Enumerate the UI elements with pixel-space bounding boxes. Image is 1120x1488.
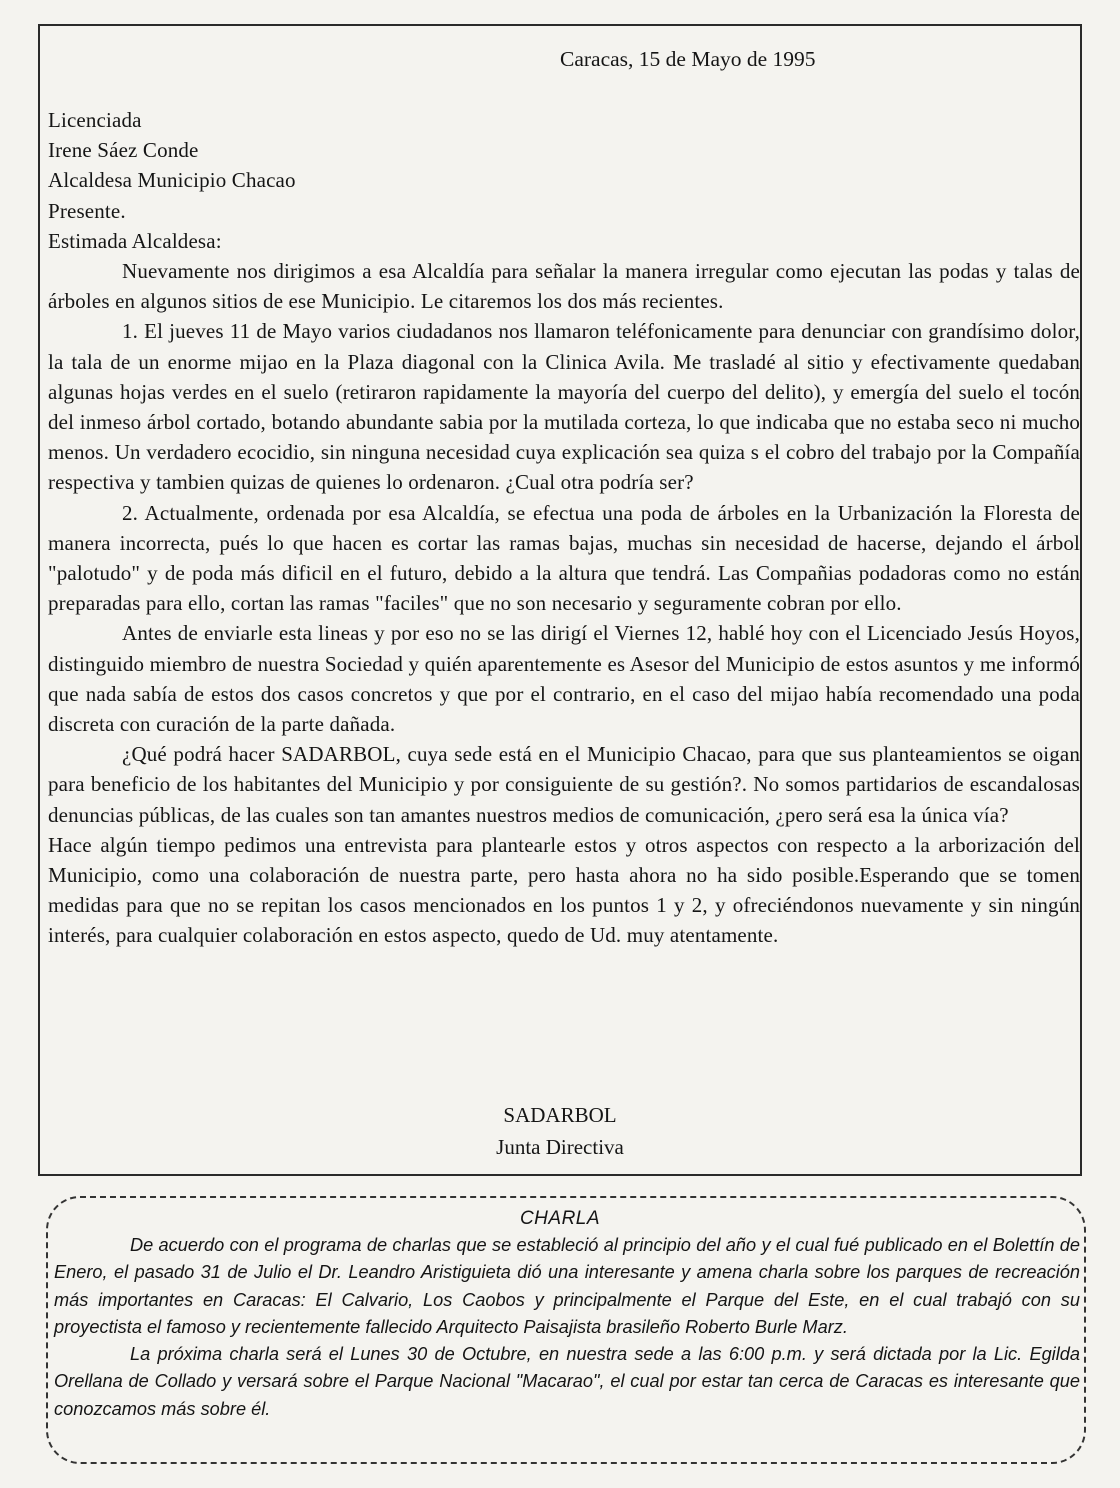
letter-paragraph-case-1: 1. El jueves 11 de Mayo varios ciudadanos nos llamaron teléfonicamente para denunciar con grandísimo dolor, la tala de un enorme mijao en la Plaza diagonal con la Clinica Avila. Me trasladé al sitio y efectivamente quedaban algunas hojas verdes en el suelo (retiraron rapidamente la mayoría del cuerpo del delito), y emergía del suelo el tocón del inmeso árbol cortado, botando abundante sabia por la mutilada corteza, lo que indicaba que no estaba seco ni mucho menos. Un verdadero ecocidio, sin ninguna necesidad cuya explicación sea quiza s el cobro del trabajo por la Compañía respectiva y tambien quizas de quienes lo ordenaron. ¿Cual otra podría ser? (48, 319, 1080, 495)
recipient-presente: Presente. (48, 198, 126, 223)
recipient-title: Licenciada (48, 108, 142, 132)
letter-date: Caracas, 15 de Mayo de 1995 (560, 47, 816, 71)
charla-body (54, 1232, 1080, 1423)
letter-paragraph-closing: Hace algún tiempo pedimos una entrevista para plantearle estos y otros aspectos con respecto a la arborización del Municipio, como una colaboración de nuestra parte, pero hasta ahora no ha sido posible.Esperando que se tomen medidas para que no se repitan los casos mencionados en los puntos 1 y 2, y ofreciéndonos nuevamente y sin ningún interés, para cualquier colaboración en estos aspecto, quedo de Ud. muy atentamente. (48, 832, 1080, 948)
signature-title: Junta Directiva (496, 1135, 624, 1159)
letter-body (48, 105, 1080, 951)
recipient-block (48, 105, 1080, 256)
recipient-name: Irene Sáez Conde (48, 138, 199, 163)
letter-paragraph-case-2: 2. Actualmente, ordenada por esa Alcaldía, se efectua una poda de árboles en la Urbanización la Floresta de manera incorrecta, pués lo que hacen es cortar las ramas bajas, muchas sin necesidad de hacerse, dejando el árbol "palotudo" y de poda más dificil en el futuro, debido a la altura que tendrá. Las Compañias podadoras como no están preparadas para ello, cortan las ramas "faciles" que no son necesario y seguramente cobran por ello. (48, 500, 1080, 616)
signature-org: SADARBOL (503, 1103, 617, 1127)
charla-title: CHARLA (519, 1208, 601, 1229)
letter-paragraph-question: ¿Qué podrá hacer SADARBOL, cuya sede está en el Municipio Chacao, para que sus planteamientos se oigan para beneficio de los habitantes del Municipio y por consiguiente de su gestión?. No somos partidarios de escandalosas denuncias públicas, de las cuales son tan amantes nuestros medios de comunicación, ¿pero será esa la única vía? (48, 742, 1080, 827)
recipient-position: Alcaldesa Municipio Chacao (48, 168, 296, 193)
letter-paragraph-intro: Nuevamente nos dirigimos a esa Alcaldía para señalar la manera irregular como ejecutan las podas y talas de árboles en algunos sitios de ese Municipio. Le citaremos los dos más recientes. (48, 259, 1080, 314)
salutation: Estimada Alcaldesa: (48, 228, 222, 253)
charla-paragraph-past: De acuerdo con el programa de charlas que se estableció al principio del año y el cual fué publicado en el Bolettín de Enero, el pasado 31 de Julio el Dr. Leandro Aristiguieta dió una interesante y amena charla sobre los parques de recreación más importantes en Caracas: El Calvario, Los Caobos y principalmente el Parque del Este, en el cual trabajó con su proyectista el famoso y recientemente fallecido Arquitecto Paisajista brasileño Roberto Burle Marz. (54, 1235, 1080, 1337)
letter-paragraph-hoyos: Antes de enviarle esta lineas y por eso no se las dirigí el Viernes 12, hablé hoy con el Licenciado Jesús Hoyos, distinguido miembro de nuestra Sociedad y quién aparentemente es Asesor del Municipio de estos asuntos y me informó que nada sabía de estos dos casos concretos y que por el contrario, en el caso del mijao había recomendado una poda discreta con curación de la parte dañada. (48, 621, 1080, 737)
charla-paragraph-next: La próxima charla será el Lunes 30 de Octubre, en nuestra sede a las 6:00 p.m. y será dictada por la Lic. Egilda Orellana de Collado y versará sobre el Parque Nacional "Macarao", el cual por estar tan cerca de Caracas es interesante que conozcamos más sobre él. (54, 1344, 1080, 1419)
